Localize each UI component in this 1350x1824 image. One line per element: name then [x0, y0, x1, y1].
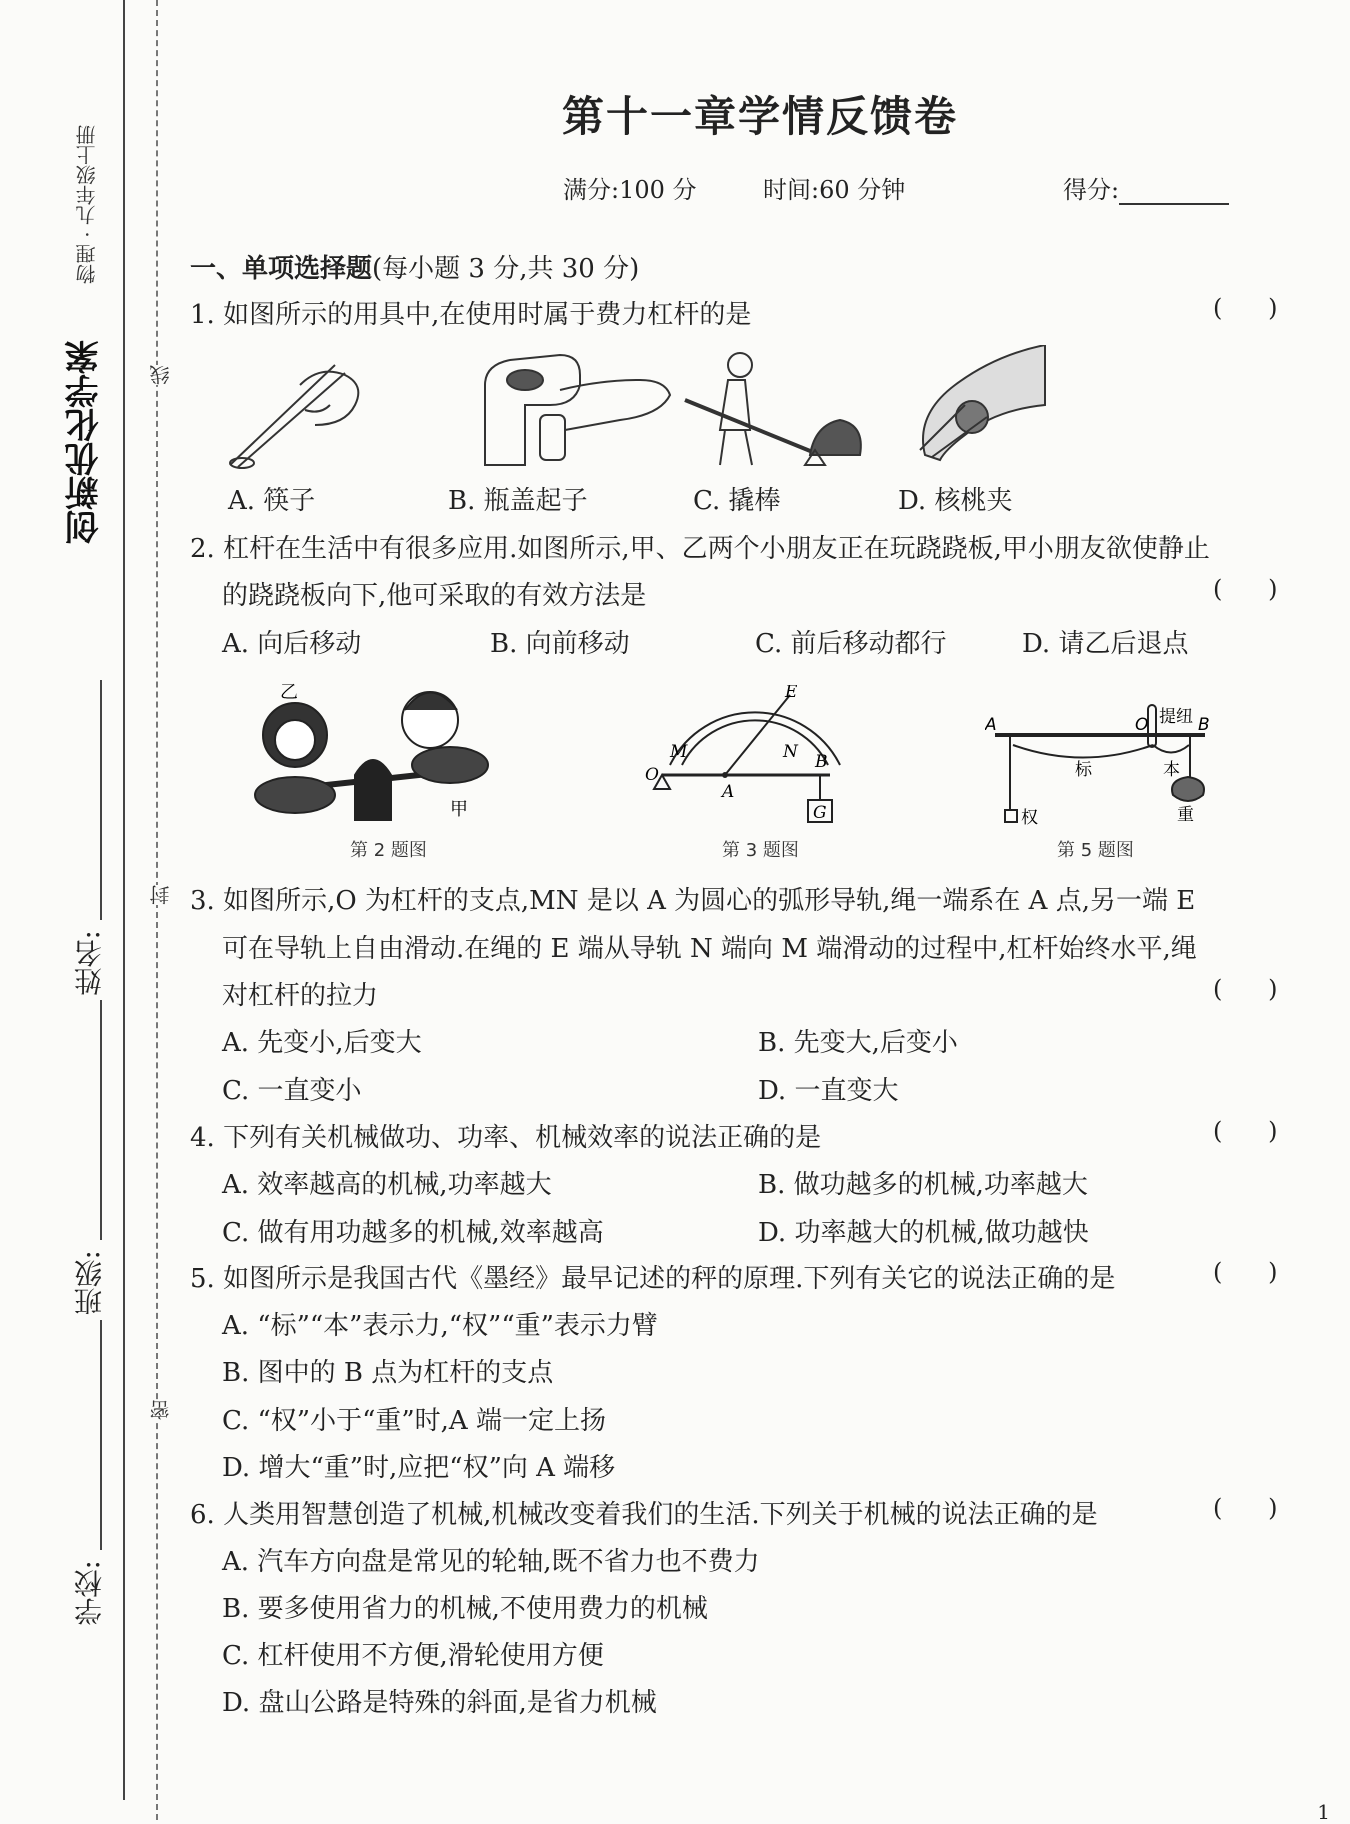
fig3-label-n: N: [783, 742, 798, 762]
fig3-label-m: M: [670, 742, 688, 762]
q6-option-b[interactable]: B. 要多使用省力的机械,不使用费力的机械: [222, 1594, 708, 1624]
score-area: [1063, 170, 1229, 205]
fig2-label-jia: 甲: [450, 799, 468, 820]
chopsticks-figure: [230, 365, 358, 468]
q2-option-d[interactable]: D. 请乙后退点: [1022, 629, 1189, 659]
page-number: 1: [1317, 1800, 1330, 1824]
q5-option-c[interactable]: C. “权”小于“重”时,A 端一定上扬: [222, 1406, 606, 1436]
fig5-caption: 第 5 题图: [1057, 840, 1134, 861]
class-field[interactable]: [100, 1000, 102, 1240]
fig5-label-zhong: 重: [1177, 805, 1194, 825]
name-label: 姓名:: [73, 930, 106, 996]
q2-stem-line1: 2. 杠杆在生活中有很多应用.如图所示,甲、乙两个小朋友正在玩跷跷板,甲小朋友欲使静止: [190, 534, 1210, 564]
fig3-label-o: O: [645, 765, 659, 785]
fig5-label-o: O: [1135, 715, 1149, 735]
score-label: 得分:: [1063, 176, 1120, 204]
fig3-label-g: G: [813, 803, 827, 823]
page-title: 第十一章学情反馈卷: [561, 92, 958, 141]
name-field[interactable]: [100, 680, 102, 920]
q6-option-c[interactable]: C. 杠杆使用不方便,滑轮使用方便: [222, 1641, 604, 1671]
q5-option-b[interactable]: B. 图中的 B 点为杠杆的支点: [222, 1358, 554, 1388]
subject-label: 物理 · 九年级上册: [75, 125, 99, 285]
q1-answer-paren[interactable]: ( ): [1213, 294, 1278, 322]
q2-option-b[interactable]: B. 向前移动: [490, 629, 630, 659]
q2-answer-paren[interactable]: ( ): [1213, 575, 1278, 603]
section-title: 一、单项选择题: [190, 254, 373, 284]
fig5-label-quan: 权: [1021, 808, 1038, 828]
q3-option-b[interactable]: B. 先变大,后变小: [758, 1028, 958, 1058]
bottle-opener-figure: [485, 355, 670, 465]
section-note: (每小题 3 分,共 30 分): [372, 254, 640, 284]
full-score: 满分:100 分: [563, 176, 697, 204]
fig3-caption: 第 3 题图: [722, 840, 799, 861]
q6-stem: 6. 人类用智慧创造了机械,机械改变着我们的生活.下列关于机械的说法正确的是: [190, 1500, 1098, 1530]
binding-sidebar: [0, 0, 173, 1820]
score-blank[interactable]: [1119, 179, 1229, 205]
fig5-label-ben: 本: [1163, 760, 1180, 780]
q2-option-a[interactable]: A. 向后移动: [222, 629, 362, 659]
q1-option-a[interactable]: A. 筷子: [228, 486, 316, 516]
crowbar-figure: [685, 353, 861, 465]
steelyard-figure: [985, 700, 1215, 835]
q5-option-a[interactable]: A. “标”“本”表示力,“权”“重”表示力臂: [222, 1311, 658, 1341]
fig3-label-e: E: [785, 685, 798, 702]
q3-option-c[interactable]: C. 一直变小: [222, 1076, 362, 1106]
nutcracker-figure: [920, 345, 1045, 460]
exam-time: 时间:60 分钟: [763, 176, 906, 204]
brand-logo: 创新优化学案: [65, 340, 105, 544]
section-heading: [190, 248, 639, 285]
cut-line: [156, 0, 158, 1820]
school-label: 学校:: [73, 1560, 106, 1626]
q3-answer-paren[interactable]: ( ): [1213, 975, 1278, 1003]
q6-option-a[interactable]: A. 汽车方向盘是常见的轮轴,既不省力也不费力: [222, 1547, 760, 1577]
sidebar-border-line: [123, 0, 125, 1800]
q6-answer-paren[interactable]: ( ): [1213, 1494, 1278, 1522]
fig5-label-b: B: [1198, 715, 1210, 735]
q1-option-c[interactable]: C. 撬棒: [693, 486, 781, 516]
q1-option-d[interactable]: D. 核桃夹: [898, 486, 1013, 516]
q2-option-c[interactable]: C. 前后移动都行: [755, 629, 947, 659]
seal-mi-mark: 密: [146, 1400, 175, 1420]
class-label: 班级:: [73, 1250, 106, 1316]
fig5-label-biao: 标: [1075, 760, 1092, 780]
q4-answer-paren[interactable]: ( ): [1213, 1117, 1278, 1145]
q1-option-b[interactable]: B. 瓶盖起子: [448, 486, 588, 516]
q4-stem: 4. 下列有关机械做功、功率、机械效率的说法正确的是: [190, 1123, 822, 1153]
q3-stem-line3: 对杠杆的拉力: [222, 981, 379, 1011]
q4-option-c[interactable]: C. 做有用功越多的机械,效率越高: [222, 1218, 604, 1248]
q5-option-d[interactable]: D. 增大“重”时,应把“权”向 A 端移: [222, 1453, 616, 1483]
lever-arc-figure: [640, 685, 870, 835]
seal-feng-mark: 封: [146, 885, 175, 905]
q2-stem-line2: 的跷跷板向下,他可采取的有效方法是: [222, 581, 647, 611]
school-field[interactable]: [100, 1320, 102, 1550]
q1-stem: 1. 如图所示的用具中,在使用时属于费力杠杆的是: [190, 300, 752, 330]
fig2-label-yi: 乙: [280, 682, 298, 703]
q5-stem: 5. 如图所示是我国古代《墨经》最早记述的秤的原理.下列有关它的说法正确的是: [190, 1264, 1116, 1294]
q3-stem-line1: 3. 如图所示,O 为杠杆的支点,MN 是以 A 为圆心的弧形导轨,绳一端系在 A 点,另一端 E: [190, 886, 1196, 916]
exam-content: [190, 0, 1330, 1824]
fig2-caption: 第 2 题图: [350, 840, 427, 861]
q3-option-d[interactable]: D. 一直变大: [758, 1076, 899, 1106]
fig3-label-b: B: [815, 752, 828, 772]
q3-stem-line2: 可在导轨上自由滑动.在绳的 E 端从导轨 N 端向 M 端滑动的过程中,杠杆始终水平,绳: [222, 934, 1197, 964]
q5-answer-paren[interactable]: ( ): [1213, 1258, 1278, 1286]
q1-figures: [220, 345, 1220, 475]
fig3-label-a: A: [722, 782, 735, 802]
fig5-label-tinu: 提纽: [1159, 707, 1193, 727]
q4-option-b[interactable]: B. 做功越多的机械,功率越大: [758, 1170, 1088, 1200]
q4-option-a[interactable]: A. 效率越高的机械,功率越大: [222, 1170, 552, 1200]
q4-option-d[interactable]: D. 功率越大的机械,做功越快: [758, 1218, 1089, 1248]
q3-option-a[interactable]: A. 先变小,后变大: [222, 1028, 422, 1058]
seal-line-mark: 线: [146, 365, 175, 385]
q6-option-d[interactable]: D. 盘山公路是特殊的斜面,是省力机械: [222, 1688, 657, 1718]
fig5-label-a: A: [985, 715, 997, 735]
seesaw-figure: [240, 680, 520, 830]
